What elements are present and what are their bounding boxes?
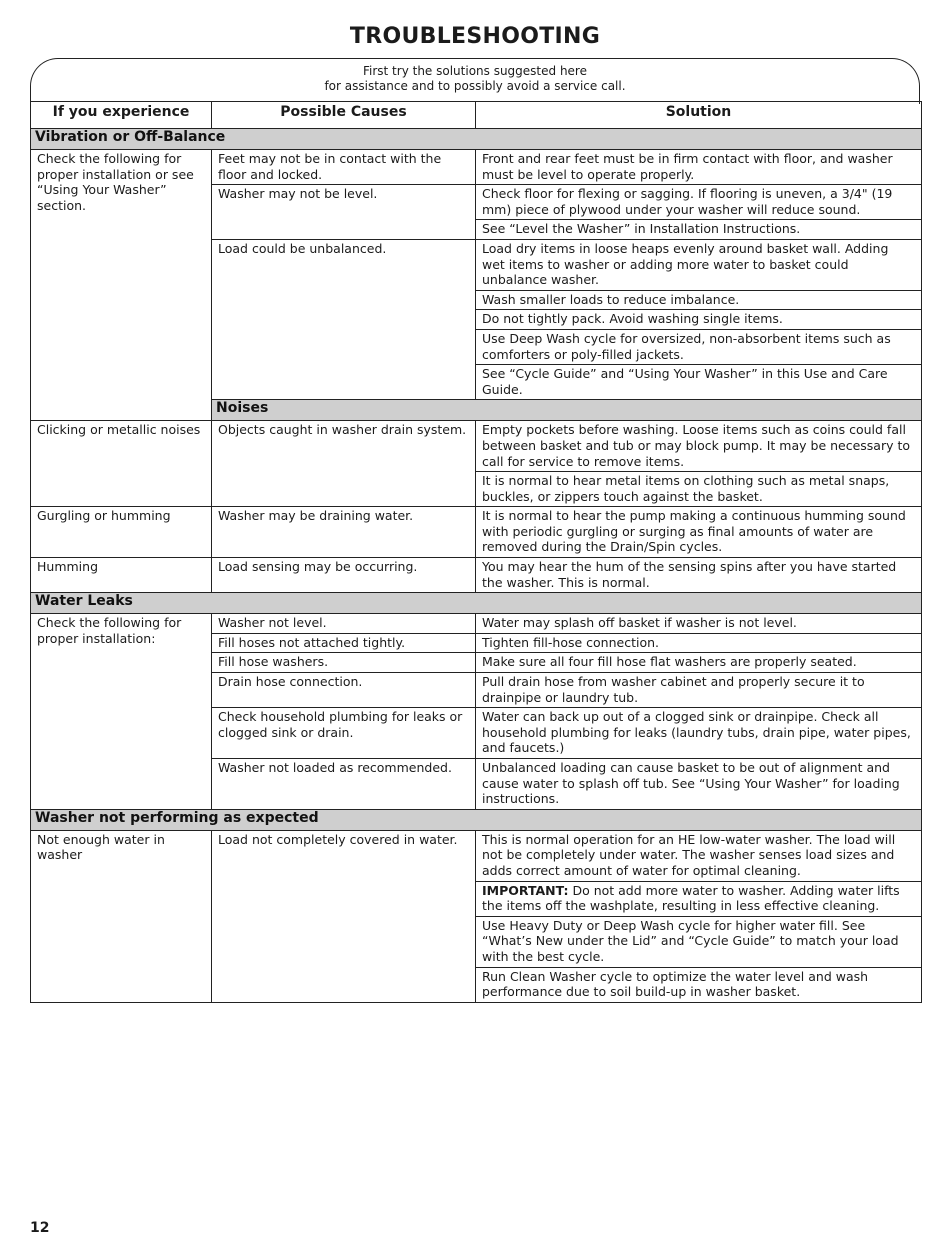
cause-cell: Load sensing may be occurring. — [212, 558, 476, 593]
section-header-vibration — [31, 129, 922, 150]
experience-cell: Clicking or metallic noises — [31, 421, 212, 507]
solution-cell: You may hear the hum of the sensing spins after you have started the washer. This is normal. — [476, 558, 922, 593]
intro-text — [0, 64, 950, 94]
cause-cell: Load not completely covered in water. — [212, 830, 476, 1002]
solution-cell: Water can back up out of a clogged sink or drainpipe. Check all household plumbing for leaks (laundry tubs, drain pipe, water pipes, and faucets.) — [476, 708, 922, 759]
solution-cell: Unbalanced loading can cause basket to be out of alignment and cause water to splash off tub. See “Using Your Washer” for loading instructions. — [476, 759, 922, 810]
table-row — [31, 507, 922, 558]
experience-cell: Humming — [31, 558, 212, 593]
section-title: Noises — [212, 400, 922, 421]
solution-cell: It is normal to hear metal items on clothing such as metal snaps, buckles, or zippers touch against the basket. — [476, 472, 922, 507]
cause-cell: Load could be unbalanced. — [212, 239, 476, 399]
page-title: TROUBLESHOOTING — [349, 24, 601, 49]
important-label: IMPORTANT: — [482, 882, 569, 898]
cause-cell: Feet may not be in contact with the floor and locked. — [212, 150, 476, 185]
experience-cell: Check the following for proper installation or see “Using Your Washer” section. — [31, 150, 212, 421]
solution-cell: Water may splash off basket if washer is not level. — [476, 614, 922, 634]
cause-cell: Fill hose washers. — [212, 653, 476, 673]
important-text: Do not add more water to washer. Adding water lifts the items off the washplate, resulting in less effective cleaning. — [482, 882, 900, 914]
cause-cell: Drain hose connection. — [212, 673, 476, 708]
intro-line-2: for assistance and to possibly avoid a service call. — [324, 79, 626, 93]
cause-cell: Fill hoses not attached tightly. — [212, 633, 476, 653]
solution-cell: Wash smaller loads to reduce imbalance. — [476, 290, 922, 310]
solution-cell: Empty pockets before washing. Loose items such as coins could fall between basket and tub or may block pump. It may be necessary to call for service to remove items. — [476, 421, 922, 472]
column-header-solution: Solution — [476, 102, 922, 129]
solution-cell — [476, 881, 922, 916]
table-row — [31, 830, 922, 881]
cause-cell: Washer not loaded as recommended. — [212, 759, 476, 810]
page-number: 12 — [30, 1220, 50, 1236]
experience-cell: Check the following for proper installation: — [31, 614, 212, 810]
column-header-experience: If you experience — [31, 102, 212, 129]
solution-cell: Tighten fill-hose connection. — [476, 633, 922, 653]
solution-cell: Pull drain hose from washer cabinet and properly secure it to drainpipe or laundry tub. — [476, 673, 922, 708]
cause-cell: Check household plumbing for leaks or clogged sink or drain. — [212, 708, 476, 759]
solution-cell: See “Cycle Guide” and “Using Your Washer” in this Use and Care Guide. — [476, 365, 922, 400]
solution-cell: Use Deep Wash cycle for oversized, non-absorbent items such as comforters or poly-filled jackets. — [476, 329, 922, 364]
table-row — [31, 614, 922, 634]
intro-line-1: First try the solutions suggested here — [362, 64, 587, 78]
troubleshooting-table — [30, 101, 922, 1003]
table-row — [31, 421, 922, 472]
solution-cell: Run Clean Washer cycle to optimize the water level and wash performance due to soil build-up in washer basket. — [476, 967, 922, 1002]
solution-cell: Load dry items in loose heaps evenly around basket wall. Adding wet items to washer or adding more water to basket could unbalance washer. — [476, 239, 922, 290]
section-header-performance — [31, 809, 922, 830]
experience-cell: Not enough water in washer — [31, 830, 212, 1002]
experience-cell: Gurgling or humming — [31, 507, 212, 558]
solution-cell: Check floor for flexing or sagging. If flooring is uneven, a 3/4" (19 mm) piece of plywood under your washer will reduce sound. — [476, 185, 922, 220]
solution-cell: Use Heavy Duty or Deep Wash cycle for higher water fill. See “What’s New under the Lid” and “Cycle Guide” to match your load with the best cycle. — [476, 916, 922, 967]
header-row — [31, 102, 922, 129]
section-title: Washer not performing as expected — [31, 809, 922, 830]
cause-cell: Objects caught in washer drain system. — [212, 421, 476, 507]
section-title: Vibration or Off-Balance — [31, 129, 922, 150]
solution-cell: Do not tightly pack. Avoid washing single items. — [476, 310, 922, 330]
column-header-causes: Possible Causes — [212, 102, 476, 129]
cause-cell: Washer may not be level. — [212, 185, 476, 240]
solution-cell: Front and rear feet must be in firm contact with floor, and washer must be level to operate properly. — [476, 150, 922, 185]
table-row — [31, 150, 922, 185]
section-header-water-leaks — [31, 593, 922, 614]
solution-cell: See “Level the Washer” in Installation Instructions. — [476, 220, 922, 240]
table-row — [31, 558, 922, 593]
solution-cell: This is normal operation for an HE low-water washer. The load will not be completely under water. The washer senses load sizes and adds correct amount of water for optimal cleaning. — [476, 830, 922, 881]
solution-cell: It is normal to hear the pump making a continuous humming sound with periodic gurgling or surging as final amounts of water are removed during the Drain/Spin cycles. — [476, 507, 922, 558]
solution-cell: Make sure all four fill hose flat washers are properly seated. — [476, 653, 922, 673]
section-title: Water Leaks — [31, 593, 922, 614]
cause-cell: Washer not level. — [212, 614, 476, 634]
cause-cell: Washer may be draining water. — [212, 507, 476, 558]
